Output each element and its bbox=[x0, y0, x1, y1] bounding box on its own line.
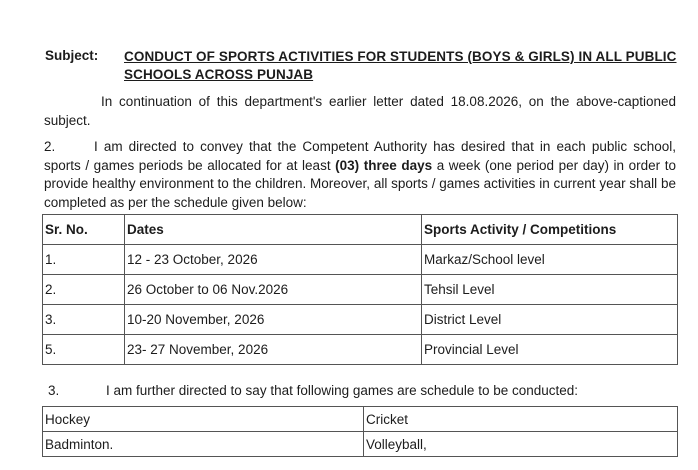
paragraph-3 bbox=[48, 383, 678, 398]
cell-activity: Markaz/School level bbox=[422, 245, 678, 275]
table-row bbox=[43, 407, 678, 432]
cell-sr: 1. bbox=[43, 245, 125, 275]
paragraph-2-number: 2. bbox=[44, 139, 56, 154]
paragraph-2 bbox=[44, 138, 676, 212]
subject-text: CONDUCT OF SPORTS ACTIVITIES FOR STUDENTS (BOYS & GIRLS) IN ALL PUBLIC SCHOOLS ACROSS PUNJAB bbox=[124, 49, 677, 82]
paragraph-2-text-after: a week (one period per day) in order to provide healthy environment to the children. Moreover, all sports / games activities in current year shall be completed as per the schedule given below: bbox=[44, 157, 677, 210]
table-row bbox=[43, 305, 678, 335]
schedule-header-row bbox=[43, 215, 678, 245]
paragraph-1: In continuation of this department's earlier letter dated 18.08.2026, on the above-captioned subject. bbox=[44, 94, 676, 128]
game-cell: Badminton. bbox=[43, 432, 364, 457]
table-row bbox=[43, 275, 678, 305]
paragraph-2-text-before: I am directed to convey that the Competent Authority has desired that in each public school, sports / games periods be allocated for at least bbox=[44, 139, 676, 173]
cell-activity: Tehsil Level bbox=[422, 275, 678, 305]
cell-sr: 3. bbox=[43, 305, 125, 335]
cropped-text-fragment bbox=[195, 0, 375, 3]
cell-dates: 12 - 23 October, 2026 bbox=[125, 245, 422, 275]
table-row bbox=[43, 432, 678, 457]
game-cell: Hockey bbox=[43, 407, 364, 432]
table-row bbox=[43, 245, 678, 275]
subject-label: Subject: bbox=[45, 48, 99, 63]
header-dates: Dates bbox=[125, 215, 422, 245]
header-sr-no: Sr. No. bbox=[43, 215, 125, 245]
game-cell: Volleyball, bbox=[364, 432, 678, 457]
cell-activity: Provincial Level bbox=[422, 335, 678, 365]
header-activity: Sports Activity / Competitions bbox=[422, 215, 678, 245]
schedule-table bbox=[42, 214, 678, 365]
cell-dates: 10-20 November, 2026 bbox=[125, 305, 422, 335]
paragraph-3-text: I am further directed to say that following games are schedule to be conducted: bbox=[106, 383, 579, 398]
table-row bbox=[43, 335, 678, 365]
games-table bbox=[42, 406, 678, 457]
cell-sr: 2. bbox=[43, 275, 125, 305]
cell-dates: 23- 27 November, 2026 bbox=[125, 335, 422, 365]
paragraph-3-number: 3. bbox=[48, 383, 60, 398]
cell-activity: District Level bbox=[422, 305, 678, 335]
game-cell: Cricket bbox=[364, 407, 678, 432]
cell-sr: 5. bbox=[43, 335, 125, 365]
paragraph-2-bold: (03) three days bbox=[335, 157, 433, 173]
cell-dates: 26 October to 06 Nov.2026 bbox=[125, 275, 422, 305]
